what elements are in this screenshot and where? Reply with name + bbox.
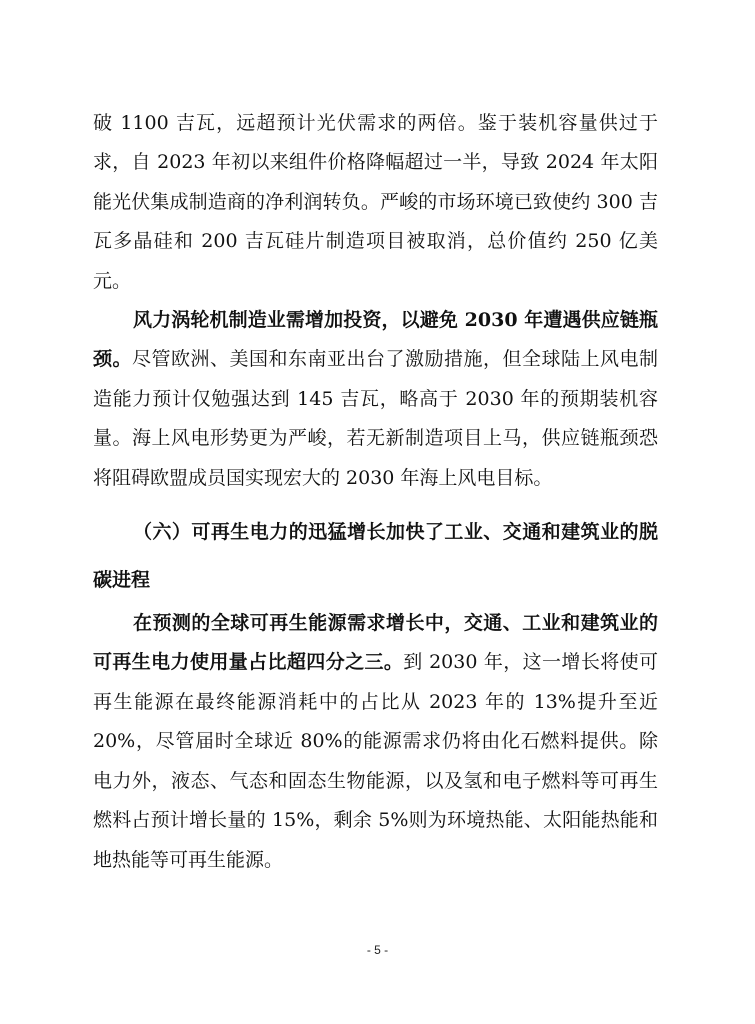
paragraph-lead-bold: 在预测的全球可再生能源需求增长中，交通、工业和建筑业的可再生电力使用量占比超四分之三。 (93, 612, 658, 674)
paragraph-solar-continuation (93, 104, 658, 301)
section-heading: （六）可再生电力的迅猛增长加快了工业、交通和建筑业的脱碳进程 (93, 521, 658, 592)
paragraph-text: 尽管欧洲、美国和东南亚出台了激励措施，但全球陆上风电制造能力预计仅勉强达到 145 吉瓦，略高于 2030 年的预期装机容量。海上风电形势更为严峻，若无新制造项目上马，供应链瓶颈恐将阻碍欧盟成员国实现宏大的 2030 年海上风电目标。 (93, 348, 658, 489)
page-number: - 5 - (366, 943, 389, 957)
paragraph-renewable-demand (93, 604, 658, 880)
paragraph-text: 破 1100 吉瓦，远超预计光伏需求的两倍。鉴于装机容量供过于求，自 2023 年初以来组件价格降幅超过一半，导致 2024 年太阳能光伏集成制造商的净利润转负。严峻的市场环境已致使约 300 吉瓦多晶硅和 200 吉瓦硅片制造项目被取消，总价值约 250 亿美元。 (93, 112, 658, 292)
page-content (93, 104, 658, 880)
paragraph-text: 到 2030 年，这一增长将使可再生能源在最终能源消耗中的占比从 2023 年的 13%提升至近 20%，尽管届时全球近 80%的能源需求仍将由化石燃料提供。除电力外，液态、气态和固态生物能源，以及氢和电子燃料等可再生燃料占预计增长量的 15%，剩余 5%则为环境热能、太阳能热能和地热能等可再生能源。 (93, 651, 658, 871)
paragraph-lead-bold: 风力涡轮机制造业需增加投资，以避免 2030 年遭遇供应链瓶颈。 (93, 309, 658, 371)
paragraph-wind-turbines (93, 301, 658, 498)
